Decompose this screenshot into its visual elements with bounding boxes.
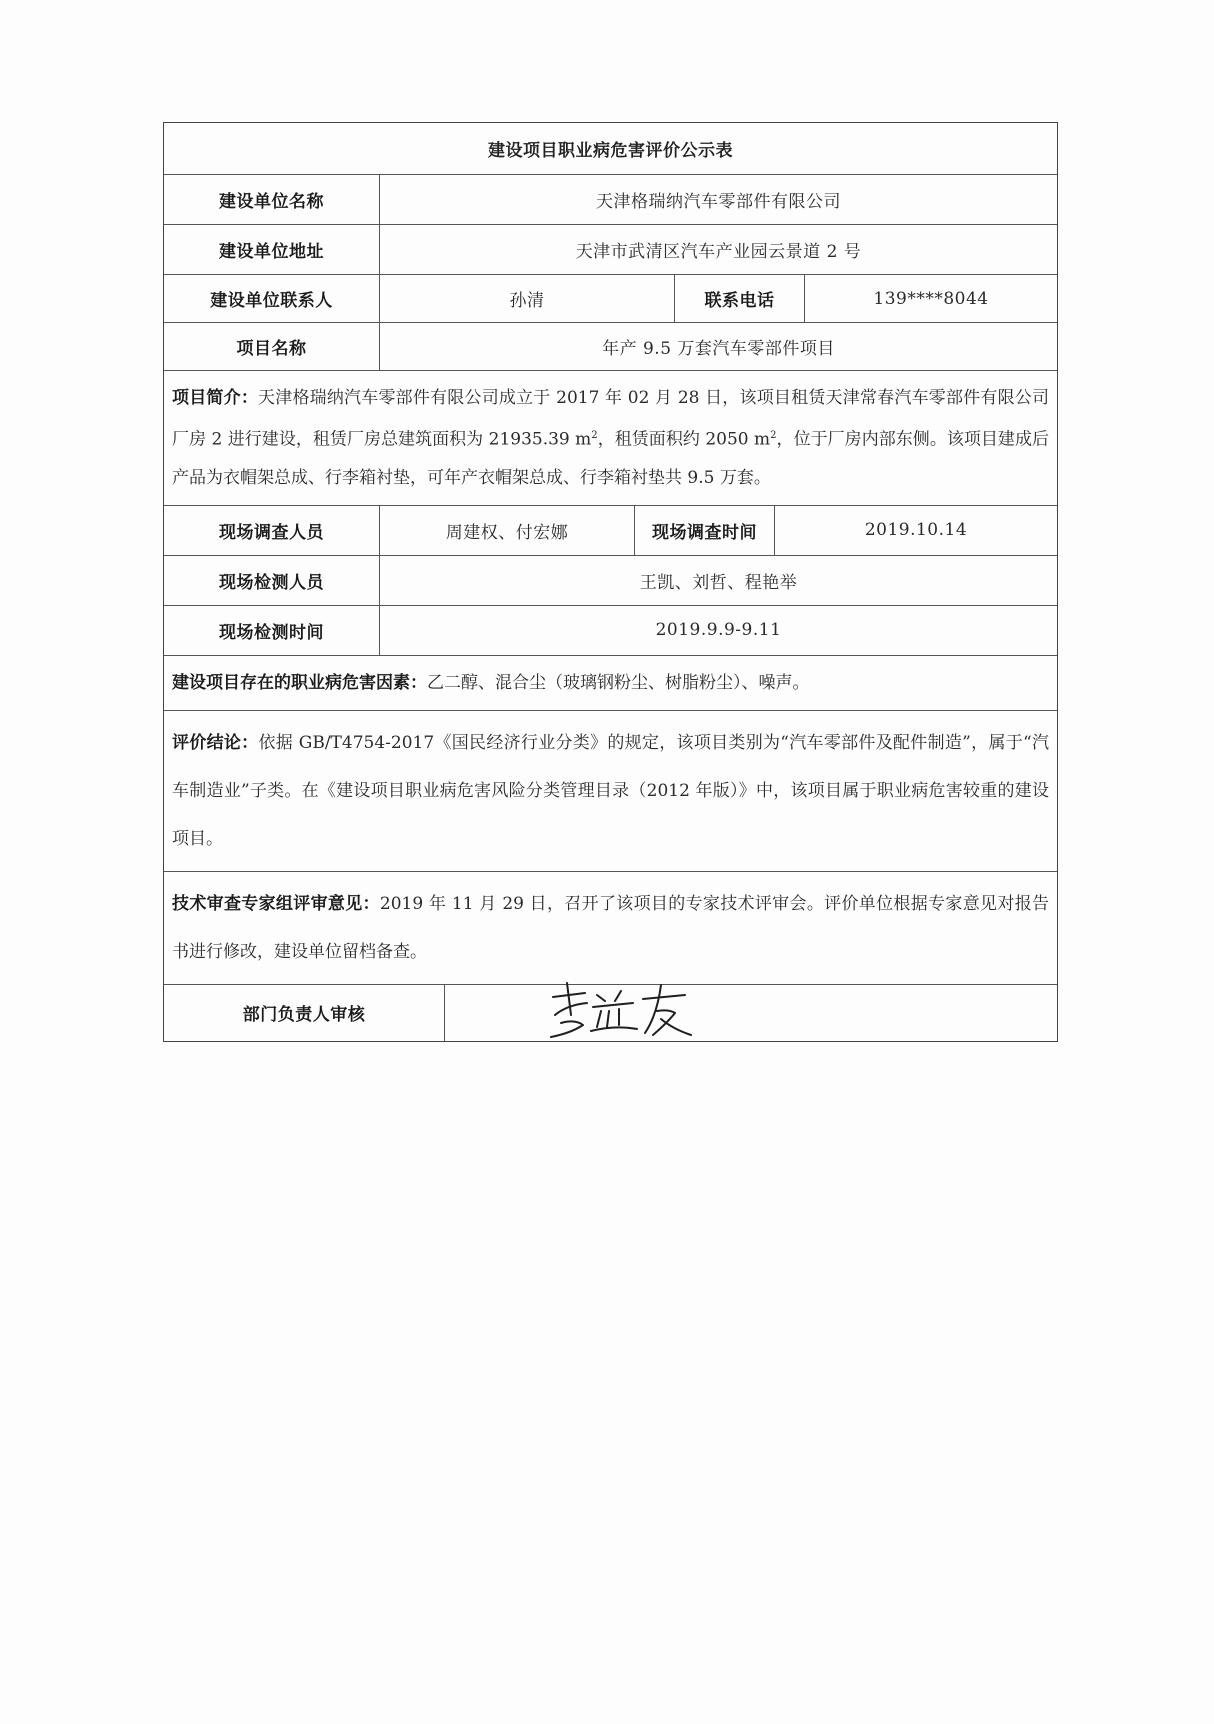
- test-staff-value: 王凯、刘哲、程艳举: [379, 556, 1057, 605]
- expert-review-label: 技术审查专家组评审意见：: [172, 893, 380, 914]
- project-intro-label: 项目简介：: [172, 388, 259, 408]
- project-name-value: 年产 9.5 万套汽车零部件项目: [379, 323, 1057, 370]
- signature-drawing: [545, 975, 695, 1045]
- test-staff-label: 现场检测人员: [219, 572, 324, 593]
- company-address-label: 建设单位地址: [219, 242, 324, 262]
- hazard-text: 乙二醇、混合尘（玻璃钢粉尘、树脂粉尘）、噪声。: [427, 672, 810, 693]
- survey-time-value: 2019.10.14: [774, 506, 1057, 555]
- expert-review-row: [164, 872, 1057, 985]
- hazard-label: 建设项目存在的职业病危害因素：: [172, 672, 427, 693]
- project-name-label: 项目名称: [236, 339, 307, 359]
- test-time-row: [164, 606, 1057, 656]
- publicity-form-table: [163, 122, 1058, 1042]
- conclusion-text: 依据 GB/T4754-2017《国民经济行业分类》的规定，该项目类别为“汽车零部件及配件制造”，属于“汽车制造业”子类。在《建设项目职业病危害风险分类管理目录（2012 年版）》中，该项目属于职业病危害较重的建设项目。: [172, 732, 1050, 849]
- project-intro-text-3: ，位于厂房内部东侧。该项目建成后产品为衣帽架总成、行李箱衬垫，可年产衣帽架总成、行李箱衬垫共 9.5 万套。: [172, 429, 1049, 488]
- survey-staff-value: 周建权、付宏娜: [379, 506, 634, 555]
- test-staff-row: [164, 556, 1057, 606]
- contact-label: 建设单位联系人: [210, 291, 333, 311]
- survey-staff-label: 现场调查人员: [219, 522, 324, 543]
- handwritten-signature: [444, 985, 1057, 1041]
- project-intro-text-2: ，租赁面积约 2050 m: [597, 429, 771, 450]
- test-time-label: 现场检测时间: [219, 622, 324, 643]
- approver-label: 部门负责人审核: [242, 1005, 366, 1026]
- approval-row: [164, 985, 1057, 1041]
- contact-row: [164, 275, 1057, 323]
- project-intro-text-1: 天津格瑞纳汽车零部件有限公司成立于 2017 年 02 月 28 日，该项目租赁天津常春汽车零部件有限公司厂房 2 进行建设，租赁厂房总建筑面积为 21935.39 m: [172, 388, 1050, 450]
- phone-value: 139****8044: [804, 275, 1057, 322]
- company-name-label: 建设单位名称: [219, 192, 324, 212]
- form-title: 建设项目职业病危害评价公示表: [488, 141, 733, 161]
- company-name-row: [164, 175, 1057, 225]
- survey-time-label: 现场调查时间: [634, 506, 774, 555]
- area-unit-superscript-2: 2: [770, 430, 777, 441]
- project-name-row: [164, 323, 1057, 371]
- company-address-value: 天津市武清区汽车产业园云景道 2 号: [379, 225, 1057, 274]
- contact-value: 孙清: [379, 275, 674, 322]
- survey-row: [164, 506, 1057, 556]
- expert-review-text: 2019 年 11 月 29 日，召开了该项目的专家技术评审会。评价单位根据专家意见对报告书进行修改，建设单位留档备查。: [172, 893, 1050, 962]
- conclusion-row: [164, 711, 1057, 872]
- phone-label: 联系电话: [674, 275, 804, 322]
- area-unit-superscript-1: 2: [591, 430, 598, 441]
- test-time-value: 2019.9.9-9.11: [379, 606, 1057, 655]
- company-address-row: [164, 225, 1057, 275]
- hazard-row: [164, 656, 1057, 711]
- company-name-value: 天津格瑞纳汽车零部件有限公司: [379, 175, 1057, 224]
- form-title-row: [164, 123, 1057, 175]
- conclusion-label: 评价结论：: [172, 732, 259, 753]
- project-intro-row: [164, 371, 1057, 506]
